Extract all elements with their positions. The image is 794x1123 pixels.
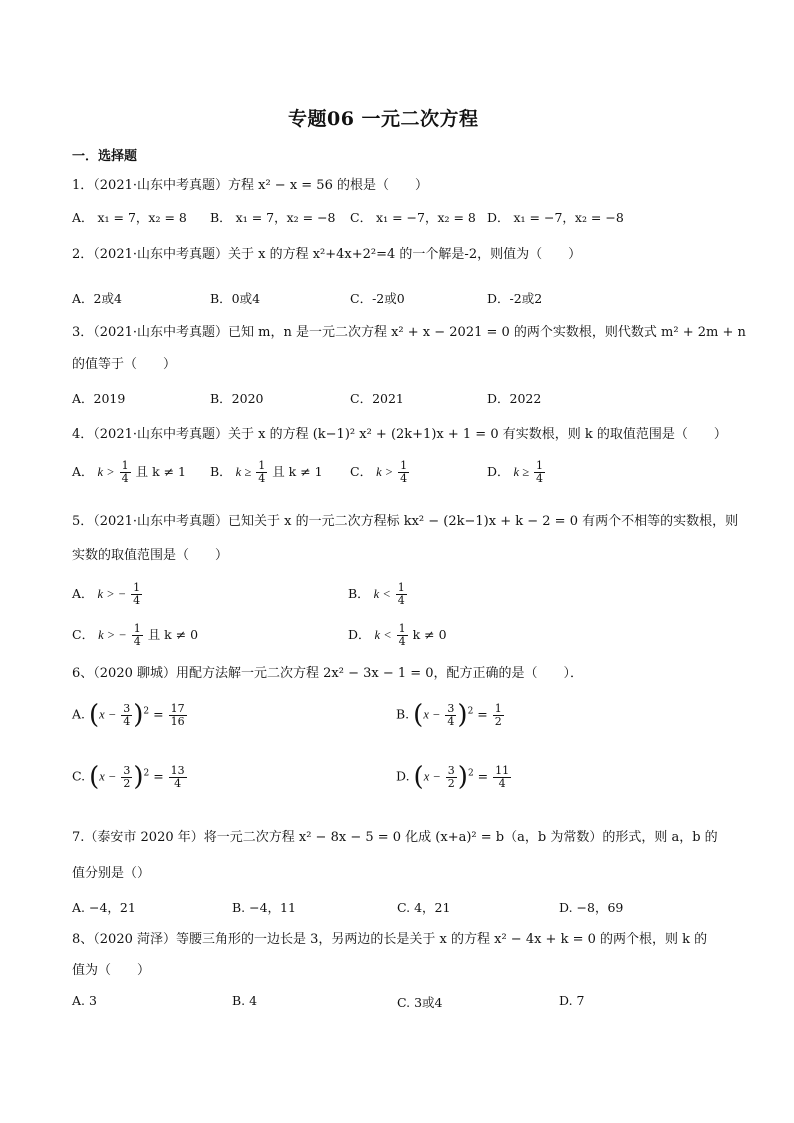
q7-option-a: A. −4，21: [72, 900, 136, 915]
q4-option-d-letter: D．: [487, 464, 510, 479]
q5-b-relation: k <: [373, 587, 391, 601]
q6-option-a: A. (x − $\frac{3}{4}$ )$^2$ = $\frac{17}{16}$: [72, 700, 185, 730]
q6-b-result-fraction: $\frac{1}{2}$: [494, 701, 502, 728]
q5-option-d-letter: D．: [348, 627, 371, 642]
q4-c-relation: k >: [376, 465, 394, 479]
q4-option-a: [72, 460, 186, 485]
q6-a-result-fraction: $\frac{17}{16}$: [170, 701, 185, 728]
section-heading: 一．选择题: [72, 149, 138, 164]
q8-option-d: D. 7: [559, 993, 585, 1008]
q8-option-a: A. 3: [72, 993, 97, 1008]
q4-b-fraction: $\frac{1}{4}$: [258, 459, 266, 485]
q5-c-fraction: $\frac{1}{4}$: [133, 622, 141, 648]
q2-option-d: D．-2或2: [487, 291, 543, 306]
q1-option-b: B． x₁ = 7，x₂ = −8: [210, 210, 336, 225]
q6-d-inner-fraction: $\frac{3}{2}$: [447, 763, 455, 790]
q7-option-c: C. 4，21: [397, 900, 451, 915]
q6-option-d: D. (x − $\frac{3}{2}$ )$^2$ = $\frac{11}{4}$: [396, 762, 510, 792]
q5-b-fraction: $\frac{1}{4}$: [397, 581, 405, 607]
q6-option-b: B. (x − $\frac{3}{4}$ )$^2$ = $\frac{1}{2}$: [396, 700, 502, 730]
q4-option-b: [210, 460, 323, 485]
q1-option-d: D． x₁ = −7，x₂ = −8: [487, 210, 624, 225]
q6-d-result-fraction: $\frac{11}{4}$: [495, 763, 510, 790]
q4-option-a-letter: A．: [72, 464, 94, 479]
question-6-stem: 6、（2020 聊城）用配方法解一元二次方程 2x² − 3x − 1 = 0，配方正确的是（ ）．: [72, 666, 584, 681]
q6-a-inner-fraction: $\frac{3}{4}$: [123, 701, 131, 728]
q4-option-d: [487, 460, 546, 485]
q3-option-b: B．2020: [210, 391, 264, 406]
question-3-stem-line2: 的值等于（ ）: [72, 357, 177, 372]
q5-d-relation: k <: [374, 628, 392, 642]
question-5-stem-line2: 实数的取值范围是（ ）: [72, 548, 229, 563]
question-7-stem-line1: 7.（泰安市 2020 年）将一元二次方程 x² − 8x − 5 = 0 化成 (x+a)² = b（a，b 为常数）的形式，则 a，b 的: [72, 830, 718, 845]
q3-option-d: D．2022: [487, 391, 542, 406]
question-1-stem: 1．（2021·山东中考真题）方程 x² − x = 56 的根是（ ）: [72, 178, 428, 193]
q5-option-b-letter: B．: [348, 586, 370, 601]
q6-option-c-letter: C.: [72, 768, 86, 784]
question-2-stem: 2．（2021·山东中考真题）关于 x 的方程 x²+4x+2²=4 的一个解是-2，则值为（ ）: [72, 247, 582, 262]
q4-d-fraction: $\frac{1}{4}$: [536, 459, 544, 485]
question-5-stem-line1: 5．（2021·山东中考真题）已知关于 x 的一元二次方程标 kx² − (2k−1)x + k − 2 = 0 有两个不相等的实数根，则: [72, 514, 739, 529]
q6-option-a-letter: A.: [72, 706, 86, 722]
question-7-stem-line2: 值分别是（）: [72, 866, 151, 881]
q3-option-a: A．2019: [72, 391, 126, 406]
q2-option-c: C．-2或0: [350, 291, 405, 306]
q5-a-relation: k > −: [97, 587, 127, 601]
q1-option-a: A． x₁ = 7，x₂ = 8: [72, 210, 187, 225]
q2-option-b: B．0或4: [210, 291, 261, 306]
q5-option-d: [348, 623, 447, 648]
q8-option-b: B. 4: [232, 993, 258, 1008]
question-3-stem-line1: 3．（2021·山东中考真题）已知 m，n 是一元二次方程 x² + x − 2021 = 0 的两个实数根，则代数式 m² + 2m + n: [72, 325, 746, 340]
q1-option-c: C． x₁ = −7，x₂ = 8: [350, 210, 476, 225]
q5-option-c: [72, 623, 198, 648]
q3-option-c: C．2021: [350, 391, 404, 406]
q6-option-c: C. (x − $\frac{3}{2}$ )$^2$ = $\frac{13}{4}$: [72, 762, 185, 792]
q7-option-b: B. −4，11: [232, 900, 296, 915]
q5-c-tail: 且 k ≠ 0: [147, 627, 199, 642]
question-4-stem: 4．（2021·山东中考真题）关于 x 的方程 (k−1)² x² + (2k+1)x + 1 = 0 有实数根，则 k 的取值范围是（ ）: [72, 427, 727, 442]
q4-d-relation: k ≥: [513, 465, 530, 479]
q4-a-fraction: $\frac{1}{4}$: [121, 459, 129, 485]
q6-option-b-letter: B.: [396, 706, 410, 722]
q4-b-relation: k ≥: [235, 465, 252, 479]
q5-option-b: [348, 582, 408, 607]
q8-option-c: C. 3或4: [397, 995, 443, 1010]
question-8-stem-line2: 值为（ ）: [72, 963, 151, 978]
q5-c-relation: k > −: [98, 628, 127, 642]
q5-d-fraction: $\frac{1}{4}$: [398, 622, 406, 648]
q6-c-inner-fraction: $\frac{3}{2}$: [123, 763, 131, 790]
q4-option-c: [350, 460, 410, 485]
q6-b-inner-fraction: $\frac{3}{4}$: [447, 701, 455, 728]
q6-option-d-letter: D.: [396, 768, 410, 784]
q4-c-fraction: $\frac{1}{4}$: [400, 459, 408, 485]
q2-option-a: A．2或4: [72, 291, 122, 306]
q5-option-a: [72, 582, 143, 607]
q7-option-d: D. −8，69: [559, 900, 624, 915]
question-8-stem-line1: 8、（2020 菏泽）等腰三角形的一边长是 3，另两边的长是关于 x 的方程 x² − 4x + k = 0 的两个根，则 k 的: [72, 932, 708, 947]
q4-option-c-letter: C．: [350, 464, 373, 479]
page-title: 专题06 一元二次方程: [288, 108, 479, 130]
q4-a-tail: 且 k ≠ 1: [135, 464, 187, 479]
q4-b-tail: 且 k ≠ 1: [272, 464, 323, 479]
q4-option-b-letter: B．: [210, 464, 232, 479]
q5-option-c-letter: C．: [72, 627, 95, 642]
q6-c-result-fraction: $\frac{13}{4}$: [170, 763, 185, 790]
q5-d-tail: k ≠ 0: [412, 627, 447, 642]
q5-option-a-letter: A．: [72, 586, 94, 601]
q5-a-fraction: $\frac{1}{4}$: [133, 581, 141, 607]
q4-a-relation: k >: [97, 465, 115, 479]
